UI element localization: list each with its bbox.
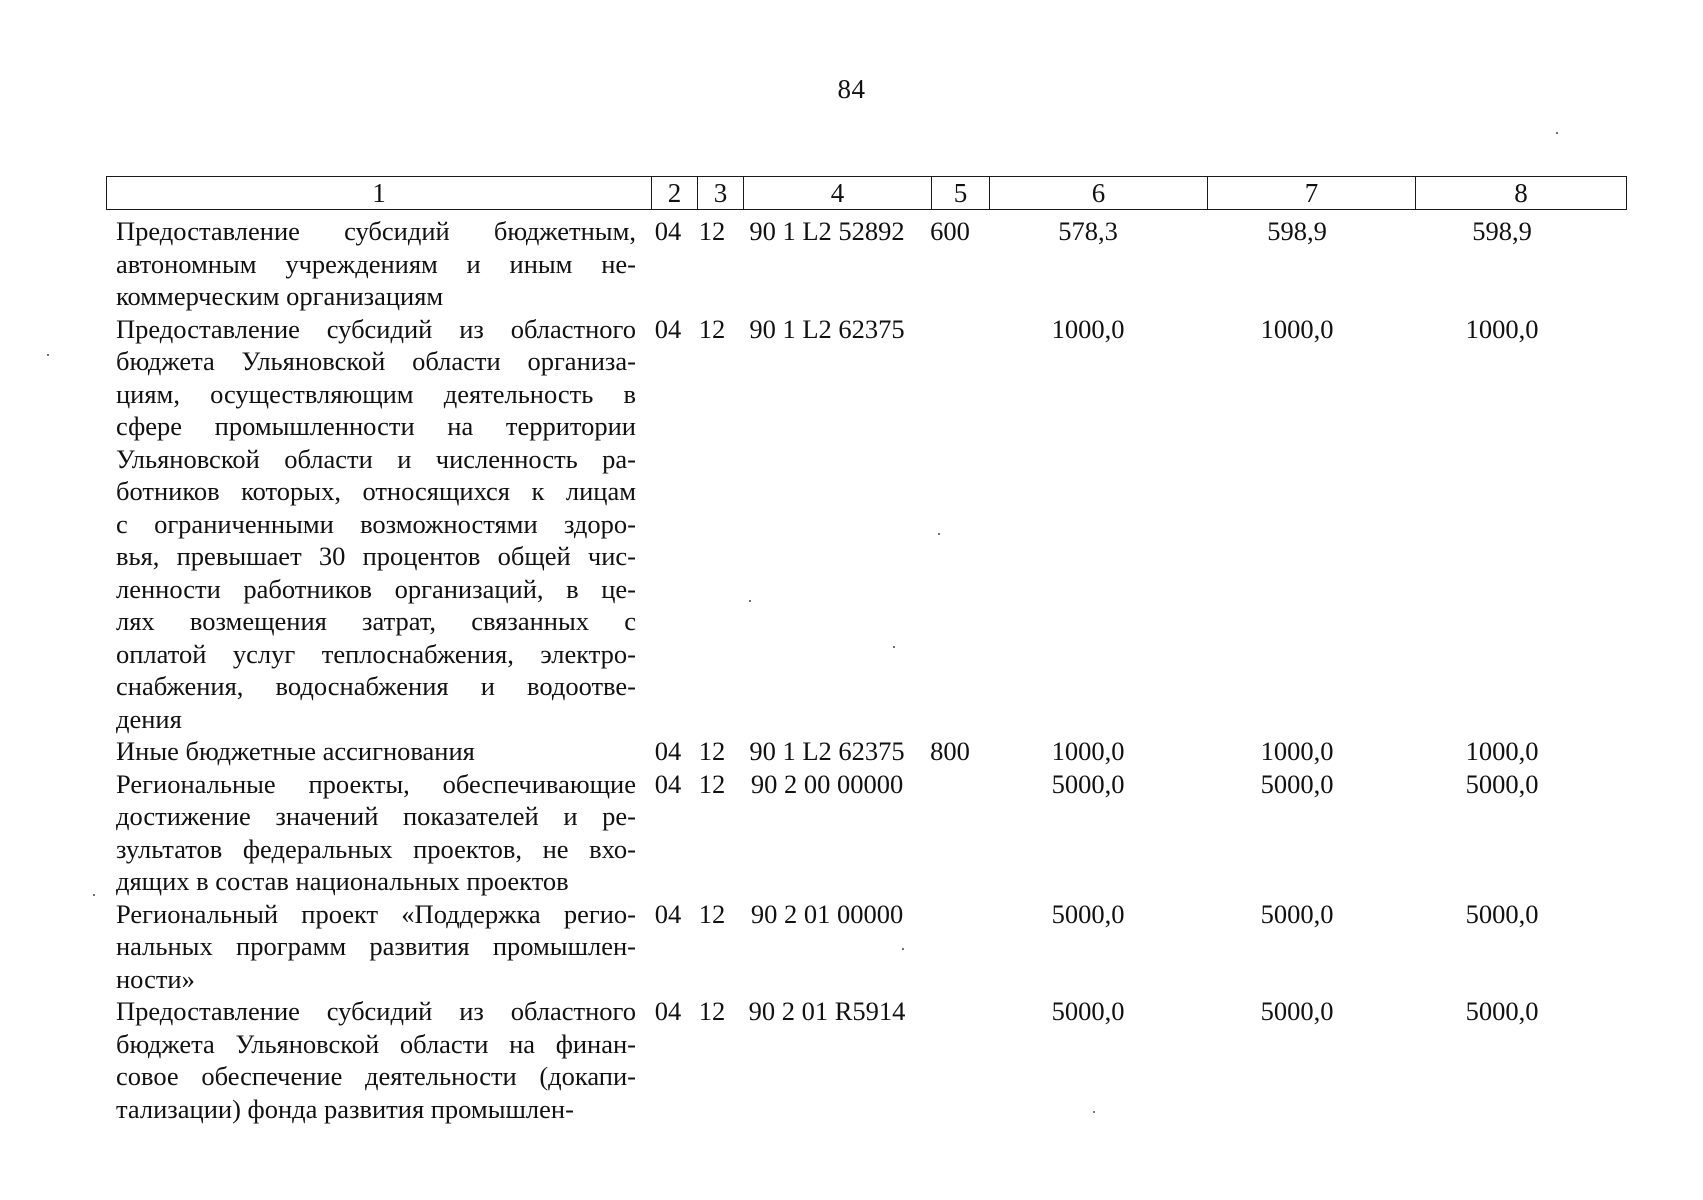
header-col-5: 5 <box>932 177 990 210</box>
page-number: 84 <box>837 74 866 104</box>
row-name <box>106 735 638 768</box>
table-row <box>106 313 1626 736</box>
cell-col-4: 90 2 01 R5914 <box>748 996 906 1026</box>
cell-col-7: 1000,0 <box>1260 313 1334 344</box>
cell-col-2: 04 <box>654 313 682 344</box>
cell-col-8: 598,9 <box>1472 216 1532 246</box>
cell-col-8: 1000,0 <box>1465 736 1539 766</box>
cell-col-5: 600 <box>930 216 970 246</box>
scan-speck <box>902 948 904 950</box>
row-name-line: Региональные проекты, обеспечивающие <box>116 768 636 799</box>
row-name <box>106 215 638 313</box>
cell-col-6: 1000,0 <box>1051 313 1125 344</box>
row-name <box>106 313 638 736</box>
cell-col-8: 1000,0 <box>1465 313 1539 344</box>
cell-col-6: 5000,0 <box>1051 898 1125 929</box>
cell-col-2: 04 <box>654 216 682 246</box>
row-name <box>106 898 638 996</box>
cell-col-3: 12 <box>698 216 726 246</box>
row-name-line: снабжения, водоснабжения и водоотве- <box>116 671 636 701</box>
scan-speck <box>749 600 751 602</box>
cell-col-2: 04 <box>654 736 682 766</box>
row-name-line: тализации) фонда развития промышлен- <box>116 1093 574 1124</box>
row-name <box>106 995 638 1125</box>
cell-col-7: 1000,0 <box>1260 736 1334 766</box>
header-col-7: 7 <box>1208 177 1416 210</box>
cell-col-4: 90 2 01 00000 <box>750 898 904 929</box>
cell-col-5: 800 <box>930 736 970 766</box>
cell-col-7: 598,9 <box>1267 216 1327 246</box>
row-name-line: дения <box>116 703 182 734</box>
header-col-1: 1 <box>107 177 652 210</box>
scan-speck <box>1093 1111 1095 1113</box>
cell-col-7: 5000,0 <box>1260 996 1334 1026</box>
cell-col-8: 5000,0 <box>1465 768 1539 799</box>
row-name-line: коммерческим организациям <box>116 281 444 311</box>
cell-col-3: 12 <box>698 313 726 344</box>
row-name <box>106 768 638 898</box>
row-name-line: нальных программ развития промышлен- <box>116 931 636 961</box>
table-row <box>106 735 1626 768</box>
table-header <box>106 176 1627 210</box>
table-row <box>106 898 1626 996</box>
cell-col-2: 04 <box>654 898 682 929</box>
row-name-line: лях возмещения затрат, связанных с <box>116 606 636 636</box>
table-row <box>106 768 1626 898</box>
row-name-line: бюджета Ульяновской области на финан- <box>116 1028 636 1059</box>
cell-col-4: 90 1 L2 62375 <box>749 313 905 344</box>
row-name-line: Региональный проект «Поддержка регио- <box>116 898 636 929</box>
cell-col-6: 578,3 <box>1058 216 1118 246</box>
row-name-line: с ограниченными возможностями здоро- <box>116 508 636 539</box>
scan-speck <box>893 646 895 648</box>
row-name-line: Предоставление субсидий из областного <box>116 996 636 1026</box>
cell-col-8: 5000,0 <box>1465 898 1539 929</box>
cell-col-6: 5000,0 <box>1051 768 1125 799</box>
cell-col-6: 5000,0 <box>1051 996 1125 1026</box>
table-row <box>106 215 1626 313</box>
cell-col-7: 5000,0 <box>1260 898 1334 929</box>
row-name-line: оплатой услуг теплоснабжения, электро- <box>116 638 636 669</box>
row-name-line: сфере промышленности на территории <box>116 411 636 441</box>
cell-col-2: 04 <box>654 996 682 1026</box>
header-col-8: 8 <box>1416 177 1627 210</box>
cell-col-3: 12 <box>698 768 726 799</box>
row-name-line: зультатов федеральных проектов, не вхо- <box>116 833 636 864</box>
row-name-line: бюджета Ульяновской области организа- <box>116 346 636 376</box>
cell-col-7: 5000,0 <box>1260 768 1334 799</box>
cell-col-4: 90 2 00 00000 <box>750 768 904 799</box>
row-name-line: Иные бюджетные ассигнования <box>116 736 475 766</box>
cell-col-3: 12 <box>698 898 726 929</box>
row-name-line: дящих в состав национальных проектов <box>116 866 569 896</box>
cell-col-6: 1000,0 <box>1051 736 1125 766</box>
header-col-4: 4 <box>744 177 932 210</box>
scan-speck <box>47 354 49 356</box>
cell-col-8: 5000,0 <box>1465 996 1539 1026</box>
cell-col-4: 90 1 L2 52892 <box>749 216 905 246</box>
row-name-line: циям, осуществляющим деятельность в <box>116 378 636 409</box>
row-name-line: совое обеспечение деятельности (докапи- <box>116 1061 636 1091</box>
table-body <box>106 215 1626 1125</box>
scan-speck <box>1556 132 1558 134</box>
header-col-2: 2 <box>652 177 698 210</box>
header-col-6: 6 <box>990 177 1208 210</box>
row-name-line: ботников которых, относящихся к лицам <box>116 476 636 506</box>
scan-speck <box>93 894 95 896</box>
cell-col-4: 90 1 L2 62375 <box>749 736 905 766</box>
header-col-3: 3 <box>698 177 744 210</box>
row-name-line: Ульяновской области и численность ра- <box>116 443 636 474</box>
row-name-line: автономным учреждениям и иным не- <box>116 248 636 279</box>
row-name-line: Предоставление субсидий из областного <box>116 313 636 344</box>
row-name-line: вья, превышает 30 процентов общей чис- <box>116 541 636 571</box>
row-name-line: достижение значений показателей и ре- <box>116 801 636 831</box>
cell-col-3: 12 <box>698 996 726 1026</box>
table-row <box>106 995 1626 1125</box>
row-name-line: ности» <box>116 963 195 994</box>
cell-col-2: 04 <box>654 768 682 799</box>
cell-col-3: 12 <box>698 736 726 766</box>
row-name-line: Предоставление субсидий бюджетным, <box>116 216 636 246</box>
scan-speck <box>938 533 940 535</box>
row-name-line: ленности работников организаций, в це- <box>116 573 636 604</box>
